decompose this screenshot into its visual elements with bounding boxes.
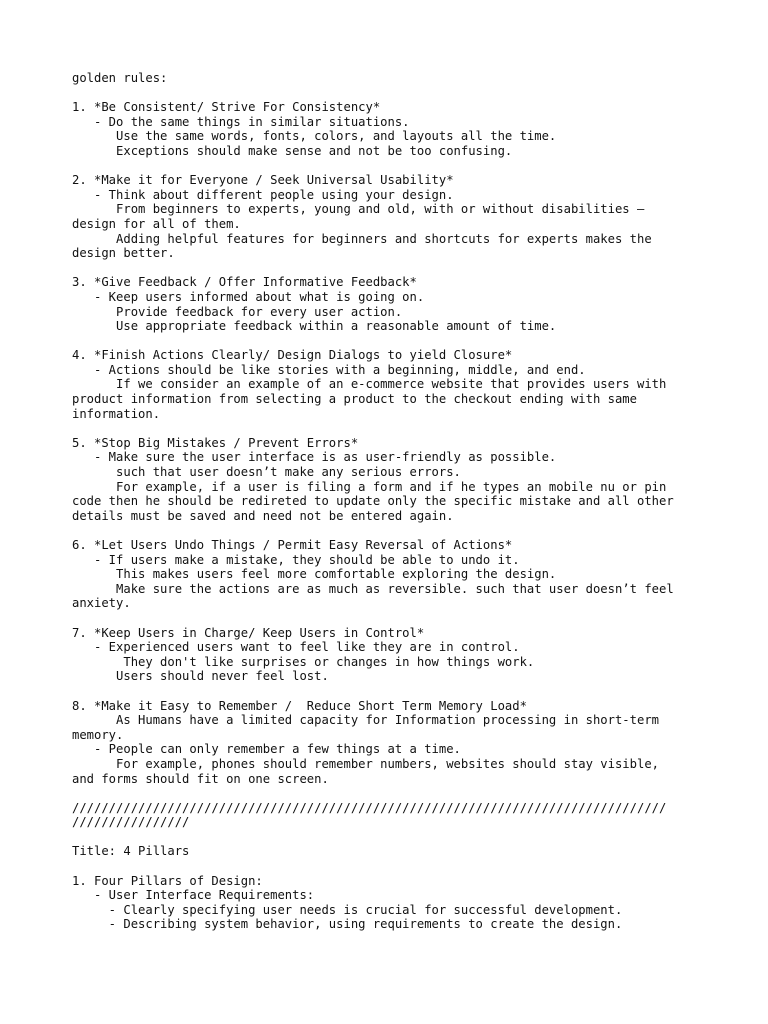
blank-line <box>72 86 712 101</box>
text-line: Use appropriate feedback within a reasonable amount of time. <box>72 319 557 334</box>
blank-line <box>72 830 712 845</box>
text-line: 5. *Stop Big Mistakes / Prevent Errors* <box>72 435 359 450</box>
text-line: - Describing system behavior, using requirements to create the design. <box>72 917 623 932</box>
text-line: memory. <box>72 727 124 742</box>
text-line: This makes users feel more comfortable exploring the design. <box>72 567 557 582</box>
text-line: If we consider an example of an e-commerce website that provides users with <box>72 377 667 392</box>
text-line: They don't like surprises or changes in how things work. <box>72 654 535 669</box>
text-line: - Keep users informed about what is going on. <box>72 289 425 304</box>
text-line: - Actions should be like stories with a beginning, middle, and end. <box>72 362 586 377</box>
text-line: ///////////////////////////////////////////////////////////////////////////////// <box>72 800 667 815</box>
text-line: 1. Four Pillars of Design: <box>72 873 263 888</box>
text-line: information. <box>72 406 161 421</box>
text-line: Make sure the actions are as much as reversible. such that user doesn’t feel <box>72 581 674 596</box>
text-line: 1. *Be Consistent/ Strive For Consistency* <box>72 100 381 115</box>
text-line: design better. <box>72 246 175 261</box>
text-line: - Make sure the user interface is as user-friendly as possible. <box>72 450 557 465</box>
text-line: - If users make a mistake, they should be able to undo it. <box>72 552 520 567</box>
text-line: Title: 4 Pillars <box>72 844 190 859</box>
text-line: 8. *Make it Easy to Remember / Reduce Short Term Memory Load* <box>72 698 527 713</box>
blank-line <box>72 421 712 436</box>
text-line: Users should never feel lost. <box>72 669 329 684</box>
blank-line <box>72 523 712 538</box>
text-line: For example, if a user is filing a form and if he types an mobile nu or pin <box>72 479 667 494</box>
text-line: As Humans have a limited capacity for Information processing in short-term <box>72 713 659 728</box>
text-line: 7. *Keep Users in Charge/ Keep Users in Control* <box>72 625 425 640</box>
text-line: For example, phones should remember numbers, websites should stay visible, <box>72 756 659 771</box>
text-line: 3. *Give Feedback / Offer Informative Feedback* <box>72 275 417 290</box>
blank-line <box>72 159 712 174</box>
text-line: - Do the same things in similar situations. <box>72 114 410 129</box>
text-line: - People can only remember a few things at a time. <box>72 742 461 757</box>
blank-line <box>72 684 712 699</box>
text-line: - Think about different people using your design. <box>72 187 454 202</box>
text-line: such that user doesn’t make any serious errors. <box>72 465 461 480</box>
text-line: From beginners to experts, young and old, with or without disabilities – <box>72 202 645 217</box>
text-line: - Clearly specifying user needs is crucial for successful development. <box>72 902 623 917</box>
blank-line <box>72 786 712 801</box>
blank-line <box>72 334 712 349</box>
text-line: and forms should fit on one screen. <box>72 771 329 786</box>
text-line: product information from selecting a product to the checkout ending with same <box>72 392 637 407</box>
text-line: details must be saved and need not be entered again. <box>72 508 454 523</box>
text-line: 4. *Finish Actions Clearly/ Design Dialogs to yield Closure* <box>72 348 513 363</box>
text-line: Exceptions should make sense and not be too confusing. <box>72 143 513 158</box>
text-line: - Experienced users want to feel like they are in control. <box>72 640 520 655</box>
text-line: Use the same words, fonts, colors, and layouts all the time. <box>72 129 557 144</box>
text-line: design for all of them. <box>72 216 241 231</box>
blank-line <box>72 261 712 276</box>
text-line: //////////////// <box>72 815 190 830</box>
text-line: 2. *Make it for Everyone / Seek Universal Usability* <box>72 173 454 188</box>
text-line: Adding helpful features for beginners and shortcuts for experts makes the <box>72 231 652 246</box>
blank-line <box>72 859 712 874</box>
document-body <box>72 71 712 932</box>
blank-line <box>72 611 712 626</box>
text-line: 6. *Let Users Undo Things / Permit Easy Reversal of Actions* <box>72 538 513 552</box>
text-line: - User Interface Requirements: <box>72 888 315 903</box>
text-line: golden rules: <box>72 71 168 85</box>
text-line: anxiety. <box>72 596 131 611</box>
text-line: code then he should be redireted to update only the specific mistake and all other <box>72 494 674 509</box>
text-line: Provide feedback for every user action. <box>72 304 403 319</box>
